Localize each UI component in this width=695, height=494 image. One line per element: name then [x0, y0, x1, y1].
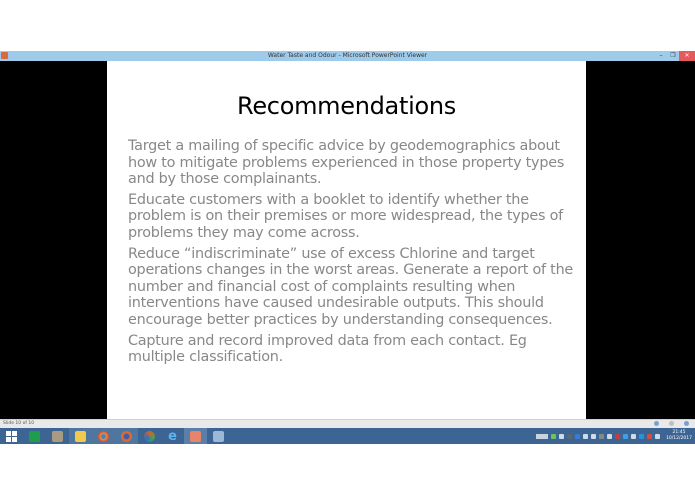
status-bar — [0, 419, 695, 428]
taskbar-app-color[interactable] — [138, 428, 161, 444]
tray-globe-icon[interactable] — [567, 434, 572, 439]
paint-icon — [213, 431, 224, 442]
chrome-icon — [98, 431, 109, 442]
folder-icon — [75, 431, 86, 442]
title-bar[interactable] — [0, 51, 695, 61]
taskbar-powerpoint-viewer[interactable] — [184, 428, 207, 444]
clock-time: 21:45 — [672, 430, 686, 435]
document-app-icon — [52, 431, 63, 442]
close-button[interactable]: ✕ — [679, 51, 695, 61]
taskbar-app-green[interactable] — [23, 428, 46, 444]
battery-icon[interactable] — [655, 434, 660, 439]
next-slide-icon[interactable] — [684, 421, 689, 426]
green-app-icon — [29, 431, 40, 442]
maximize-button[interactable]: ❐ — [670, 52, 676, 59]
taskbar-apps — [0, 428, 230, 444]
minimize-button[interactable]: – — [659, 52, 663, 59]
window-controls — [655, 51, 695, 61]
taskbar — [0, 428, 695, 444]
status-controls — [654, 421, 689, 426]
windows-logo-icon — [6, 431, 17, 442]
signal-icon[interactable] — [591, 434, 596, 439]
tray-antivirus-icon[interactable] — [647, 434, 652, 439]
tray-store-icon[interactable] — [639, 434, 644, 439]
previous-slide-icon[interactable] — [654, 421, 659, 426]
taskbar-app-paint[interactable] — [207, 428, 230, 444]
bluetooth-icon[interactable] — [575, 434, 580, 439]
tray-app-icon[interactable] — [551, 434, 556, 439]
window-title: Water Taste and Odour - Microsoft PowerPoint Viewer — [267, 52, 428, 59]
slide-stage[interactable] — [0, 61, 695, 419]
clock[interactable] — [666, 430, 692, 442]
slide-body — [128, 138, 578, 370]
system-tray — [536, 428, 695, 444]
menu-icon[interactable] — [669, 421, 674, 426]
slide[interactable] — [107, 61, 586, 419]
clock-date: 10/12/2017 — [666, 436, 692, 441]
slide-paragraph: Educate customers with a booklet to identify whether the problem is on their premises or more widespread, the types of problems they may come across. — [128, 191, 563, 241]
start-button[interactable] — [0, 428, 23, 444]
keyboard-icon[interactable] — [536, 434, 548, 439]
tray-sync-icon[interactable] — [623, 434, 628, 439]
slide-paragraph: Target a mailing of specific advice by geodemographics about how to mitigate problems experienced in those property types and by those complainants. — [128, 138, 565, 188]
taskbar-internet-explorer[interactable] — [161, 428, 184, 444]
ie-icon: e — [168, 428, 177, 444]
blank-area — [0, 444, 695, 494]
taskbar-firefox[interactable] — [115, 428, 138, 444]
volume-icon[interactable] — [631, 434, 636, 439]
powerpoint-icon — [190, 431, 201, 442]
tray-display-icon[interactable] — [599, 434, 604, 439]
taskbar-chrome[interactable] — [92, 428, 115, 444]
taskbar-app-document[interactable] — [46, 428, 69, 444]
taskbar-file-explorer[interactable] — [69, 428, 92, 444]
usb-icon[interactable] — [607, 434, 612, 439]
firefox-icon — [121, 431, 132, 442]
slide-title: Recommendations — [237, 92, 456, 120]
slide-paragraph: Reduce “indiscriminate” use of excess Chlorine and target operations changes in the worst areas. Generate a report of the number and financial cost of complaints resulting when interventions have caused undesirable outputs. This should encourage better practices by understanding consequences. — [128, 245, 574, 328]
flag-icon[interactable] — [583, 434, 588, 439]
color-wheel-icon — [144, 431, 155, 442]
tray-security-icon[interactable] — [615, 434, 620, 439]
slide-indicator: Slide 10 of 10 — [3, 421, 35, 426]
tray-network-icon[interactable] — [559, 434, 564, 439]
slide-paragraph: Capture and record improved data from each contact. Eg multiple classification. — [128, 332, 527, 366]
